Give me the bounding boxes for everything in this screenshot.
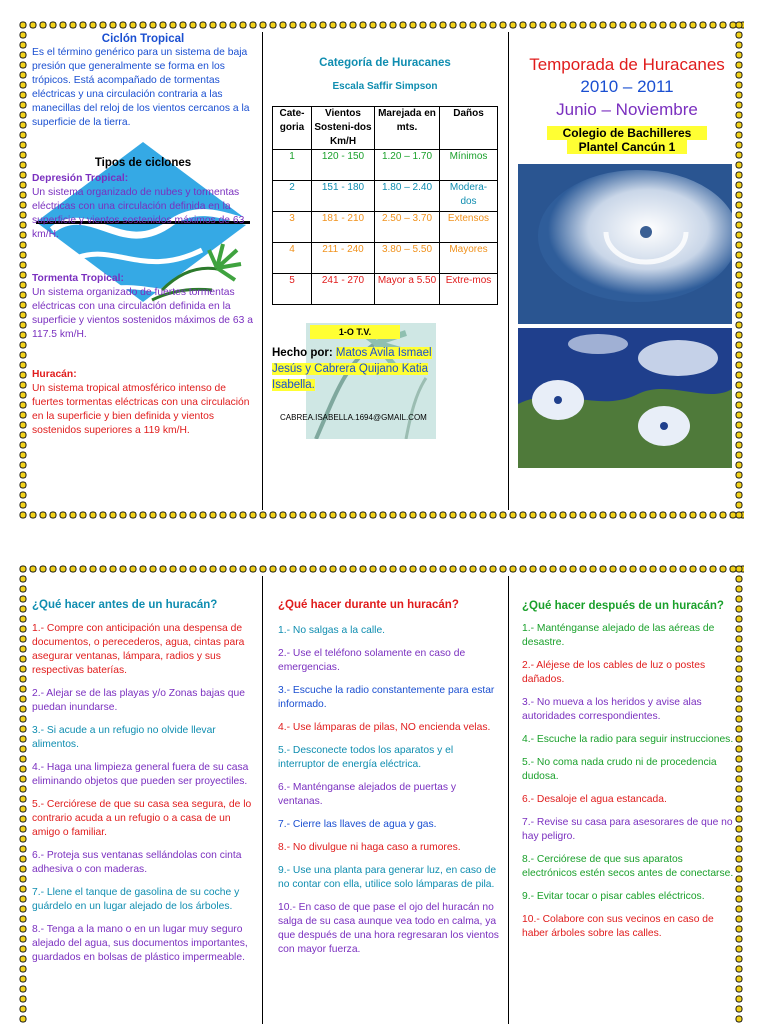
hecho-label: Hecho por:	[272, 347, 333, 359]
fold-line-2	[508, 576, 509, 1024]
panel-ciclon	[32, 32, 254, 438]
table-cell-vientos: 151 - 180	[312, 181, 375, 212]
categorias-title: Categoría de Huracanes	[319, 57, 451, 69]
despues-title: ¿Qué hacer después de un huracán?	[522, 600, 724, 612]
list-item: 9.- Evitar tocar o pisar cables eléctricos.	[522, 891, 705, 902]
list-item: 8.- Tenga a la mano o en un lugar muy seguro alejado del agua, sus documentos importantes, guardados en bolsas de plástico impermeable.	[32, 924, 248, 963]
list-item: 1.- Compre con anticipación una despensa de documentos, o perecederos, agua, cintas para asegurar ventanas, lámpara, radios y sus respectivas baterías.	[32, 623, 245, 676]
antes-title: ¿Qué hacer antes de un huracán?	[32, 599, 218, 611]
panel-portada	[516, 54, 738, 468]
list-item: 4.- Use lámparas de pilas, NO encienda velas.	[278, 722, 491, 733]
list-item: 8.- No divulgue ni haga caso a rumores.	[278, 842, 461, 853]
table-cell-marejada: 2.50 – 3.70	[375, 212, 440, 243]
list-item: 8.- Cerciórese de que sus aparatos electrónicos estén secos antes de conectarse.	[522, 854, 734, 879]
list-item: 10.- Colabore con sus vecinos en caso de haber árboles sobre las calles.	[522, 914, 714, 939]
list-item: 5.- Cerciórese de que su casa sea segura, de lo contrario acuda a un refugio o a casa de un amigo o familiar.	[32, 799, 252, 838]
table-cell-cat: 5	[273, 274, 312, 305]
list-item: 3.- No mueva a los heridos y avise alas autoridades correspondientes.	[522, 697, 702, 722]
fold-line-1	[262, 576, 263, 1024]
saffir-simpson-table	[272, 106, 498, 305]
table-cell-vientos: 181 - 210	[312, 212, 375, 243]
credits-text	[272, 345, 462, 393]
credits-box	[272, 323, 498, 441]
list-item: 9.- Use una planta para generar luz, en caso de no contar con ella, utilice solo lámparas de pila.	[278, 865, 497, 890]
huracan-text: Un sistema tropical atmosférico intenso de fuertes tormentas eléctricas con una circulación en la superficie y bien definida y vientos sostenidos superiores a 119 km/H.	[32, 383, 250, 436]
table-cell-marejada: 3.80 – 5.50	[375, 243, 440, 274]
table-cell-vientos: 120 - 150	[312, 150, 375, 181]
table-cell-cat: 4	[273, 243, 312, 274]
panel-antes	[32, 598, 256, 974]
hurricane-satellite-images	[518, 164, 732, 468]
email-text: CABREA.ISABELLA.1694@GMAIL.COM	[280, 413, 427, 422]
list-item: 1.- Manténganse alejado de las aéreas de desastre.	[522, 623, 715, 648]
durante-list	[278, 624, 500, 957]
dotted-border-left	[18, 564, 28, 1024]
cover-years: 2010 – 2011	[580, 77, 674, 96]
table-row	[273, 212, 498, 243]
list-item: 10.- En caso de que pase el ojo del huracán no salga de su casa aunque vea todo en calma, ya que después de una hora regresaran los vientos con mayor fuerza.	[278, 902, 499, 955]
antes-list	[32, 622, 256, 965]
dotted-border-top	[18, 564, 744, 574]
list-item: 7.- Llene el tanque de gasolina de su coche y guárdelo en un lugar alejado de los árboles.	[32, 887, 240, 912]
table-cell-marejada: Mayor a 5.50	[375, 274, 440, 305]
table-cell-marejada: 1.80 – 2.40	[375, 181, 440, 212]
fold-line-2	[508, 32, 509, 510]
list-item: 2.- Use el teléfono solamente en caso de emergencias.	[278, 648, 466, 673]
list-item: 3.- Si acude a un refugio no olvide llevar alimentos.	[32, 725, 216, 750]
dotted-border-bottom	[18, 510, 744, 520]
ciclon-title: Ciclón Tropical	[101, 33, 185, 45]
list-item: 5.- Desconecte todos los aparatos y el interruptor de energía eléctrica.	[278, 745, 454, 770]
table-cell-vientos: 241 - 270	[312, 274, 375, 305]
list-item: 2.- Alejar se de las playas y/o Zonas bajas que puedan inundarse.	[32, 688, 245, 713]
cover-plantel: Plantel Cancún 1	[567, 140, 687, 154]
list-item: 6.- Manténganse alejados de puertas y ventanas.	[278, 782, 457, 807]
list-item: 4.- Haga una limpieza general fuera de su casa eliminando objetos que pueden ser proyectiles.	[32, 762, 249, 787]
dotted-border-top	[18, 20, 744, 30]
dotted-border-left	[18, 20, 28, 520]
table-row	[273, 243, 498, 274]
table-row	[273, 150, 498, 181]
list-item: 7.- Cierre las llaves de agua y gas.	[278, 819, 437, 830]
header-marejada: Marejada en mts.	[375, 107, 440, 150]
list-item: 7.- Revise su casa para asesorares de que no hay peligro.	[522, 817, 733, 842]
header-categoria: Cate-goria	[273, 107, 312, 150]
list-item: 5.- No coma nada crudo ni de procedencia dudosa.	[522, 757, 717, 782]
fold-line-1	[262, 32, 263, 510]
brochure-outer-page	[18, 20, 744, 520]
hecho-names: Matos Avila Ismael Jesús y Cabrera Quijano Katia Isabella.	[272, 347, 432, 391]
cover-school: Colegio de Bachilleres	[547, 126, 707, 140]
list-item: 3.- Escuche la radio constantemente para estar informado.	[278, 685, 495, 710]
list-item: 6.- Desaloje el agua estancada.	[522, 794, 667, 805]
table-header-row	[273, 107, 498, 150]
depresion-title: Depresión Tropical:	[32, 173, 129, 184]
list-item: 1.- No salgas a la calle.	[278, 625, 386, 636]
table-cell-danos: Modera-dos	[440, 181, 498, 212]
table-row	[273, 181, 498, 212]
cover-months: Junio – Noviembre	[556, 100, 698, 119]
brochure-inner-page	[18, 564, 744, 1024]
despues-list	[522, 622, 738, 941]
depresion-text: Un sistema organizado de nubes y tormentas eléctricas con una circulación definida en la superficie y vientos sostenidos máximos de 63 km/H.	[32, 187, 245, 240]
saffir-subtitle: Escala Saffir Simpson	[332, 81, 438, 92]
cover-title: Temporada de Huracanes	[529, 55, 725, 74]
table-cell-danos: Extre-mos	[440, 274, 498, 305]
header-vientos: Vientos Sosteni-dos Km/H	[312, 107, 375, 150]
table-cell-cat: 3	[273, 212, 312, 243]
list-item: 6.- Proteja sus ventanas sellándolas con cinta adhesiva o con maderas.	[32, 850, 242, 875]
panel-despues	[522, 598, 738, 950]
panel-categorias	[272, 56, 498, 441]
panel-durante	[278, 598, 500, 966]
table-cell-marejada: 1.20 – 1.70	[375, 150, 440, 181]
header-danos: Daños	[440, 107, 498, 150]
table-row	[273, 274, 498, 305]
list-item: 2.- Aléjese de los cables de luz o postes dañados.	[522, 660, 706, 685]
durante-title: ¿Qué hacer durante un huracán?	[278, 599, 459, 611]
tormenta-text: Un sistema organizado de fuertes tormentas eléctricas con una circulación definida en la superficie y vientos sostenidos máximos de 63 a 117.5 km/H.	[32, 287, 253, 340]
ciclon-text: Es el término genérico para un sistema de baja presión que generalmente se forma en los trópicos. Está acompañado de tormentas eléctricas y una circulación contraria a las manecillas del reloj de los vientos cercanos a la superficie de la tierra.	[32, 47, 250, 128]
list-item: 4.- Escuche la radio para seguir instrucciones.	[522, 734, 734, 745]
table-cell-cat: 1	[273, 150, 312, 181]
tipos-title: Tipos de ciclones	[94, 157, 192, 169]
huracan-title: Huracán:	[32, 369, 77, 380]
table-cell-vientos: 211 - 240	[312, 243, 375, 274]
table-cell-danos: Extensos	[440, 212, 498, 243]
tormenta-title: Tormenta Tropical:	[32, 273, 124, 284]
table-cell-danos: Mínimos	[440, 150, 498, 181]
table-cell-danos: Mayores	[440, 243, 498, 274]
table-cell-cat: 2	[273, 181, 312, 212]
group-label: 1-O T.V.	[310, 325, 400, 339]
